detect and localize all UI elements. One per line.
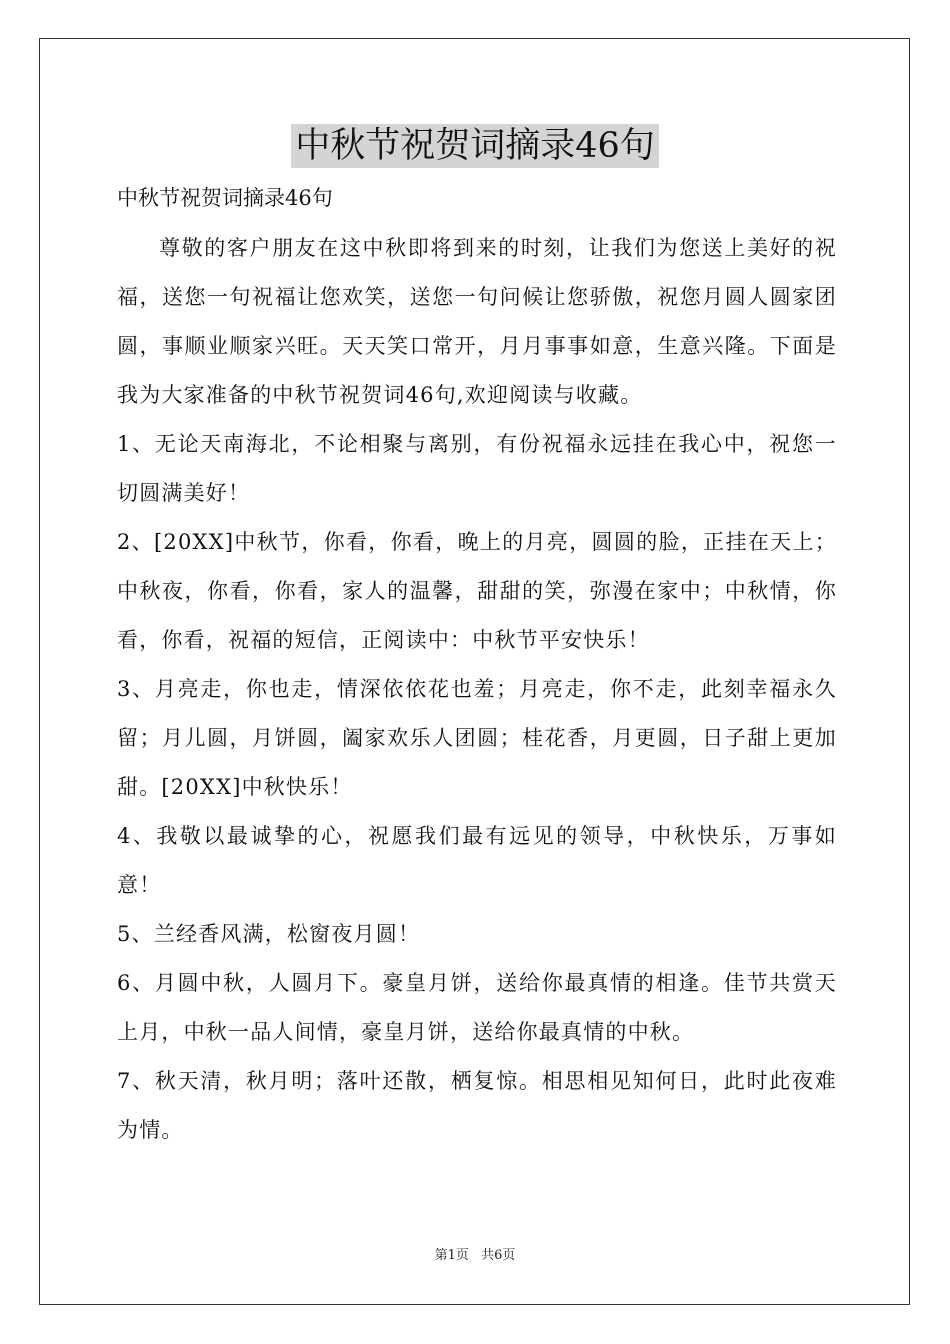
list-item: 7、秋天清，秋月明；落叶还散，栖复惊。相思相见知何日，此时此夜难为情。	[117, 1069, 837, 1142]
intro-paragraph: 尊敬的客户朋友在这中秋即将到来的时刻，让我们为您送上美好的祝福，送您一句祝福让您欢笑，送您一句问候让您骄傲，祝您月圆人圆家团圆，事顺业顺家兴旺。天天笑口常开，月月事事如意，生意兴隆。下面是我为大家准备的中秋节祝贺词46句,欢迎阅读与收藏。	[117, 236, 837, 407]
list-item: 5、兰经香风满，松窗夜月圆！	[117, 922, 421, 946]
list-item: 2、[20XX]中秋节，你看，你看，晚上的月亮，圆圆的脸，正挂在天上；中秋夜，你看，你看，家人的温馨，甜甜的笑，弥漫在家中；中秋情，你看，你看，祝福的短信，正阅读中：中秋节平安快乐！	[117, 530, 837, 652]
document-body	[117, 176, 837, 1155]
list-item: 4、我敬以最诚挚的心，祝愿我们最有远见的领导，中秋快乐，万事如意！	[117, 824, 837, 897]
page-footer	[0, 1244, 950, 1263]
list-item: 3、月亮走，你也走，情深依依花也羞；月亮走，你不走，此刻幸福永久留；月儿圆，月饼圆，阖家欢乐人团圆；桂花香，月更圆，日子甜上更加甜。[20XX]中秋快乐！	[117, 677, 837, 799]
document-subtitle: 中秋节祝贺词摘录46句	[117, 186, 333, 210]
list-item: 1、无论天南海北，不论相聚与离别，有份祝福永远挂在我心中，祝您一切圆满美好！	[117, 432, 837, 505]
title-container	[0, 124, 950, 168]
document-title: 中秋节祝贺词摘录46句	[291, 124, 659, 168]
page-total: 共6页	[481, 1248, 516, 1263]
list-item: 6、月圆中秋，人圆月下。豪皇月饼，送给你最真情的相逢。佳节共赏天上月，中秋一品人间情，豪皇月饼，送给你最真情的中秋。	[117, 971, 837, 1044]
page-number: 第1页	[434, 1248, 469, 1263]
